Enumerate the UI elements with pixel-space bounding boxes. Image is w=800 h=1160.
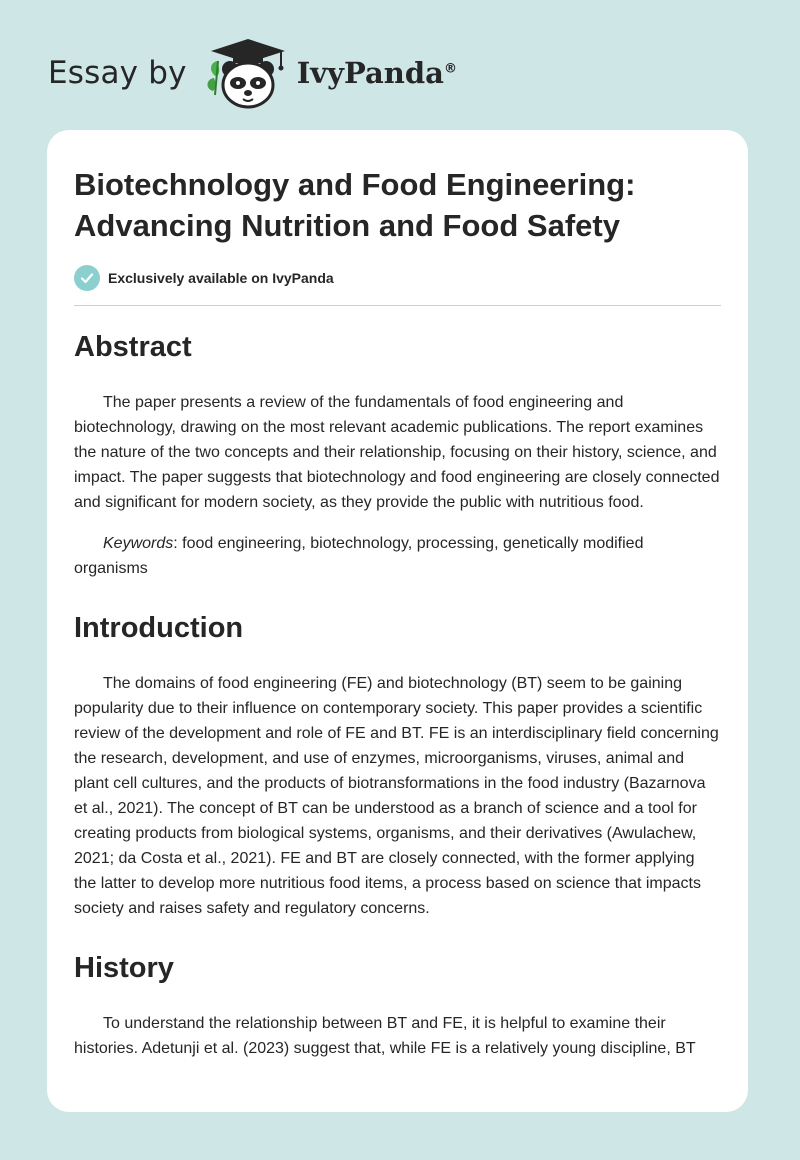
keywords-label: Keywords bbox=[103, 535, 174, 552]
introduction-paragraph: The domains of food engineering (FE) and biotechnology (BT) seem to be gaining popularity due to their influence on contemporary society. This paper provides a scientific review of the development and role of FE and BT. FE is an interdisciplinary field concerning the research, development, and use of enzymes, microorganisms, viruses, animal and plant cell cultures, and the products of biotransformations in the food industry (Bazarnova et al., 2021). The concept of BT can be understood as a branch of science and a tool for creating products from biological systems, organisms, and their derivatives (Awulachew, 2021; da Costa et al., 2021). FE and BT are closely connected, with the former applying the latter to develop more nutritious food items, a process based on science that impacts society and raises safety and regulatory concerns. bbox=[74, 675, 719, 917]
essay-title-line-1: Biotechnology and Food Engineering: bbox=[74, 167, 636, 202]
essay-card bbox=[47, 130, 748, 1112]
ivypanda-logo-icon[interactable] bbox=[203, 33, 293, 113]
essay-title bbox=[74, 164, 721, 246]
site-header bbox=[48, 28, 548, 118]
introduction-heading: Introduction bbox=[74, 612, 244, 644]
exclusive-label: Exclusively available on IvyPanda bbox=[108, 270, 334, 286]
registered-mark: ® bbox=[443, 61, 457, 77]
history-paragraph: To understand the relationship between BT and FE, it is helpful to examine their histories. Adetunji et al. (2023) suggest that, while FE is a relatively young discipline, BT bbox=[74, 1015, 696, 1057]
keywords-paragraph bbox=[74, 531, 721, 581]
abstract-paragraph: The paper presents a review of the fundamentals of food engineering and biotechnology, drawing on the most relevant academic publications. The report examines the nature of the two concepts and their relationship, focusing on their history, science, and impact. The paper suggests that biotechnology and food engineering are closely connected and significant for modern society, as they provide the public with nutritious food. bbox=[74, 394, 720, 511]
history-heading: History bbox=[74, 952, 174, 984]
keywords-text: : food engineering, biotechnology, processing, genetically modified organisms bbox=[74, 535, 644, 577]
brand-name[interactable] bbox=[297, 56, 457, 90]
essay-by-label: Essay by bbox=[48, 55, 187, 91]
exclusive-badge bbox=[74, 264, 721, 292]
brand-text: IvyPanda bbox=[296, 56, 444, 90]
essay-title-line-2: Advancing Nutrition and Food Safety bbox=[74, 208, 620, 243]
check-icon bbox=[74, 265, 100, 291]
abstract-heading: Abstract bbox=[74, 331, 192, 363]
title-divider bbox=[74, 305, 721, 306]
